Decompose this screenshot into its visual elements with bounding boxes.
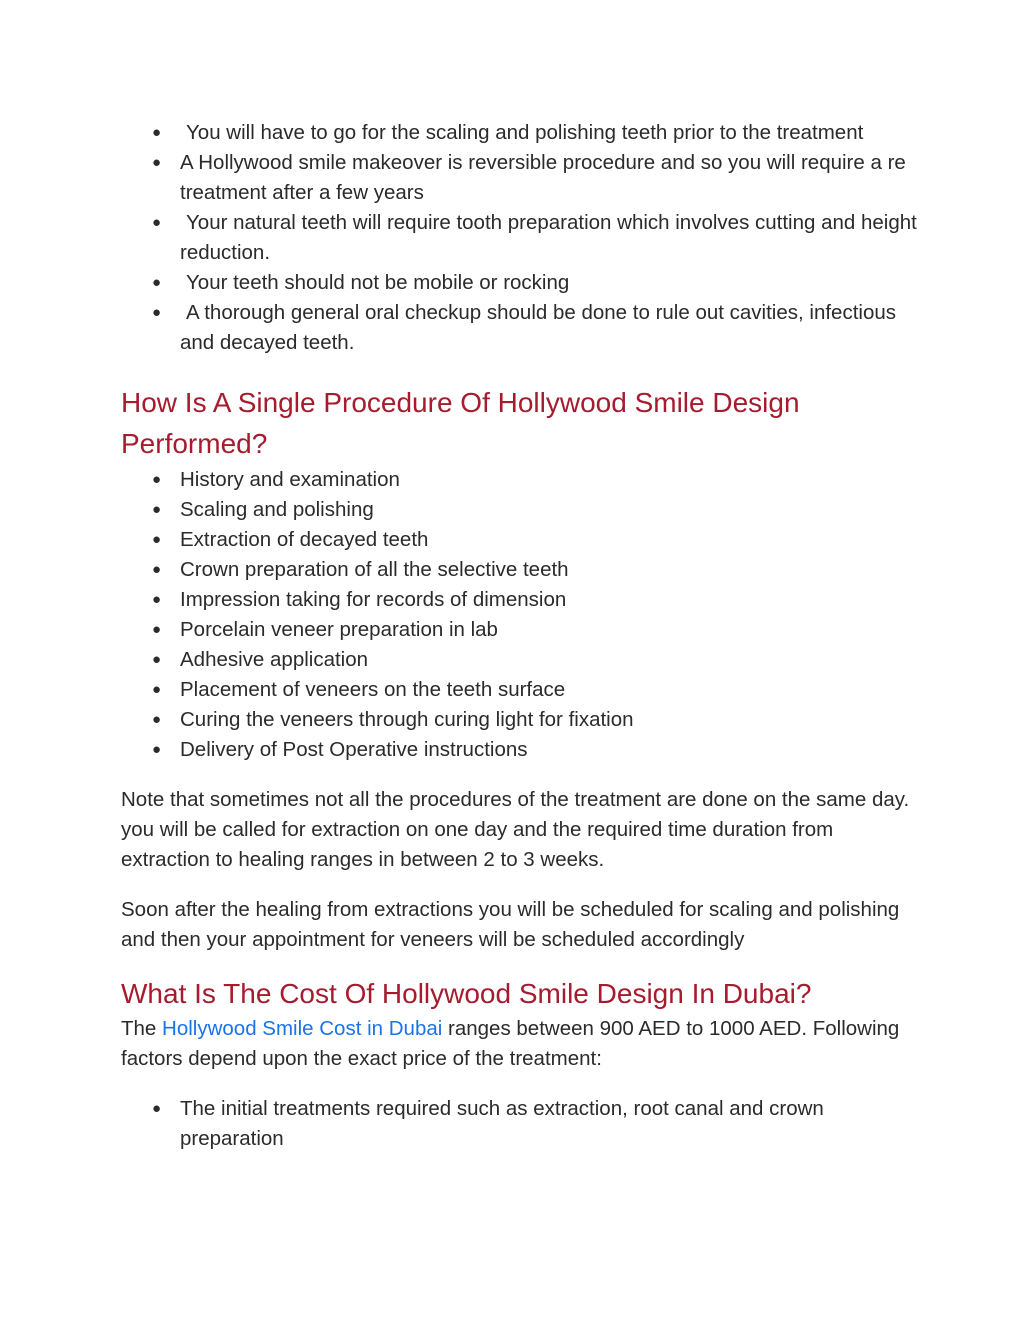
requirements-list [121,118,921,358]
bullet-icon: ● [152,501,162,518]
list-item-text: You will have to go for the scaling and polishing teeth prior to the treatment [186,121,864,144]
list-item [121,118,921,148]
scheduling-paragraph: Soon after the healing from extractions you will be scheduled for scaling and polishing and then your appointment for veneers will be scheduled accordingly [121,898,900,951]
list-item-text: Extraction of decayed teeth [180,528,429,551]
bullet-icon: ● [152,304,162,321]
list-item-text: History and examination [180,468,400,491]
cost-paragraph-prefix: The [121,1017,163,1040]
list-item [121,675,921,705]
list-item [121,585,921,615]
list-item [121,148,921,208]
list-item-text: Impression taking for records of dimension [180,588,567,611]
bullet-icon: ● [152,214,162,231]
note-paragraph: Note that sometimes not all the procedures of the treatment are done on the same day. you will be called for extraction on one day and the required time duration from extraction to healing ranges in between 2 to 3 weeks. [121,788,910,871]
list-item-text: Your natural teeth will require tooth preparation which involves cutting and height reduction. [180,211,917,264]
list-item [121,615,921,645]
bullet-icon: ● [152,124,162,141]
list-item [121,465,921,495]
bullet-icon: ● [152,711,162,728]
list-item-text: Your teeth should not be mobile or rocking [186,271,570,294]
hollywood-smile-cost-link[interactable]: Hollywood Smile Cost in Dubai [162,1017,443,1040]
list-item [121,1094,921,1154]
bullet-icon: ● [152,561,162,578]
list-item [121,735,921,765]
list-item-text: Porcelain veneer preparation in lab [180,618,498,641]
list-item [121,705,921,735]
list-item-text: Delivery of Post Operative instructions [180,738,528,761]
bullet-icon: ● [152,1100,162,1117]
price-factors-list [121,1094,921,1154]
list-item-text: Curing the veneers through curing light for fixation [180,708,634,731]
bullet-icon: ● [152,741,162,758]
bullet-icon: ● [152,621,162,638]
list-item [121,208,921,268]
list-item-text: A Hollywood smile makeover is reversible procedure and so you will require a re treatment after a few years [180,151,906,204]
list-item-text: Crown preparation of all the selective teeth [180,558,569,581]
list-item [121,555,921,585]
list-item-text: A thorough general oral checkup should be done to rule out cavities, infectious and decayed teeth. [180,301,896,354]
bullet-icon: ● [152,591,162,608]
bullet-icon: ● [152,274,162,291]
bullet-icon: ● [152,651,162,668]
list-item-text: Placement of veneers on the teeth surface [180,678,566,701]
list-item-text: Scaling and polishing [180,498,374,521]
list-item [121,268,921,298]
bullet-icon: ● [152,154,162,171]
bullet-icon: ● [152,531,162,548]
procedure-steps-list [121,465,921,765]
list-item [121,525,921,555]
cost-paragraph-suffix: ranges between 900 AED to 1000 AED. Following factors depend upon the exact price of the treatment: [121,1017,900,1070]
list-item [121,298,921,358]
procedure-heading: How Is A Single Procedure Of Hollywood Smile Design Performed? [121,387,800,459]
list-item-text: Adhesive application [180,648,369,671]
bullet-icon: ● [152,681,162,698]
list-item [121,495,921,525]
list-item [121,645,921,675]
bullet-icon: ● [152,471,162,488]
cost-heading: What Is The Cost Of Hollywood Smile Design In Dubai? [121,978,812,1009]
list-item-text: The initial treatments required such as extraction, root canal and crown preparation [180,1097,824,1150]
cost-paragraph [121,1014,921,1074]
document-page [121,118,921,1154]
